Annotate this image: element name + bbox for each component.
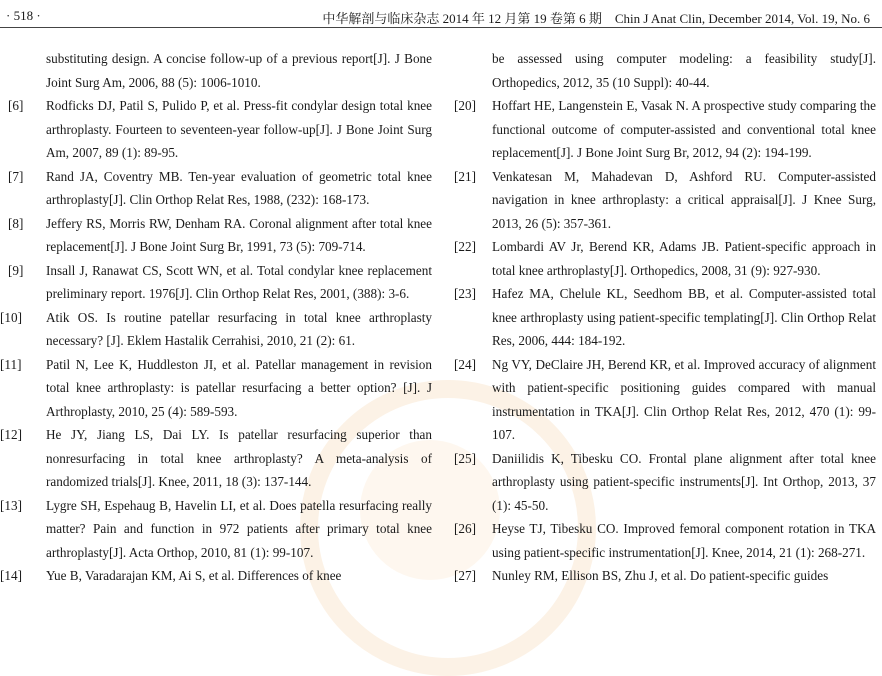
reference-text: Insall J, Ranawat CS, Scott WN, et al. Total condylar knee replacement preliminary report. 1976[J]. Clin Orthop Relat Res, 2001, (388): 3-6. [46,262,432,301]
reference-continuation [0,47,432,94]
reference-item [0,259,432,306]
reference-text: Heyse TJ, Tibesku CO. Improved femoral component rotation in TKA using patient-specific instrumentation[J]. Knee, 2014, 21 (1): 268-271. [492,521,876,560]
reference-text: Hafez MA, Chelule KL, Seedhom BB, et al. Computer-assisted total knee arthroplasty using patient-specific templating[J]. Clin Orthop Relat Res, 2006, 444: 184-192. [492,286,876,348]
reference-text: Daniilidis K, Tibesku CO. Frontal plane alignment after total knee arthroplasty using patient-specific instruments[J]. Int Orthop, 2013, 37 (1): 45-50. [492,450,876,513]
reference-number: [20] [454,98,476,113]
reference-item [452,517,876,564]
reference-number: [6] [8,98,24,113]
reference-text: substituting design. A concise follow-up of a previous report[J]. J Bone Joint Surg Am, 2006, 88 (5): 1006-1010. [46,51,432,90]
left-column [0,47,432,588]
reference-item [452,282,876,353]
reference-text: Lygre SH, Espehaug B, Havelin LI, et al. Does patella resurfacing really matter? Pain and function in 972 patients after primary total knee arthroplasty[J]. Acta Orthop, 2010, 81 (1): 99-107. [46,497,432,560]
header-rule [0,27,882,28]
reference-item [452,94,876,165]
reference-number: [11] [0,356,22,372]
reference-number: [8] [8,215,24,231]
reference-text: Rand JA, Coventry MB. Ten-year evaluation of geometric total knee arthroplasty[J]. Clin Orthop Relat Res, 1988, (232): 168-173. [46,168,432,207]
reference-item [452,235,876,282]
reference-number: [21] [454,168,476,184]
reference-number: [10] [0,309,22,325]
reference-number: [24] [454,356,476,372]
reference-number: [26] [454,521,476,536]
reference-item [0,306,432,353]
reference-number: [23] [454,286,476,301]
reference-item [452,447,876,518]
right-column [452,47,876,588]
reference-text: Nunley RM, Ellison BS, Zhu J, et al. Do patient-specific guides [492,568,829,583]
reference-continuation [452,47,876,94]
reference-item [452,165,876,236]
reference-number: [13] [0,497,22,513]
reference-text: Yue B, Varadarajan KM, Ai S, et al. Differences of knee [46,568,342,583]
reference-number: [12] [0,427,22,442]
page-header [0,0,882,40]
reference-number: [14] [0,568,22,583]
reference-item [0,212,432,259]
reference-number: [9] [8,262,24,278]
running-head: 中华解剖与临床杂志 2014 年 12 月第 19 卷第 6 期 Chin J Anat Clin, December 2014, Vol. 19, No. 6 [322,11,870,26]
reference-item [452,353,876,447]
reference-item [0,494,432,565]
reference-text: Ng VY, DeClaire JH, Berend KR, et al. Improved accuracy of alignment with patient-specific positioning guides compared with manual instrumentation in TKA[J]. Clin Orthop Relat Res, 2012, 470 (1): 99-107. [492,356,876,442]
page-number: · 518 · [6,8,41,23]
reference-text: Lombardi AV Jr, Berend KR, Adams JB. Patient-specific approach in total knee arthroplasty[J]. Orthopedics, 2008, 31 (9): 927-930. [492,239,876,278]
reference-text: Hoffart HE, Langenstein E, Vasak N. A prospective study comparing the functional outcome of computer-assisted and conventional total knee replacement[J]. J Bone Joint Surg Br, 2012, 94 (2): 194-199. [492,98,876,160]
reference-text: Atik OS. Is routine patellar resurfacing in total knee arthroplasty necessary? [J]. Eklem Hastalik Cerrahisi, 2010, 21 (2): 61. [46,309,432,348]
reference-item [452,564,876,588]
reference-item [0,165,432,212]
reference-number: [7] [8,168,24,184]
reference-text: Rodficks DJ, Patil S, Pulido P, et al. Press-fit condylar design total knee arthroplasty. Fourteen to seventeen-year follow-up[J]. J Bone Joint Surg Am, 2007, 89 (1): 89-95. [46,98,432,160]
reference-number: [27] [454,568,476,583]
reference-text: Patil N, Lee K, Huddleston JI, et al. Patellar management in revision total knee arthroplasty: is patellar resurfacing a better option? [J]. J Arthroplasty, 2010, 25 (4): 589-593. [46,356,432,419]
reference-text: Jeffery RS, Morris RW, Denham RA. Coronal alignment after total knee replacement[J]. J Bone Joint Surg Br, 1991, 73 (5): 709-714. [46,215,432,254]
reference-text: He JY, Jiang LS, Dai LY. Is patellar resurfacing superior than nonresurfacing in total knee arthroplasty? A meta-analysis of randomized trials[J]. Knee, 2011, 18 (3): 137-144. [46,427,432,489]
reference-number: [25] [454,450,476,466]
reference-text: Venkatesan M, Mahadevan D, Ashford RU. Computer-assisted navigation in knee arthroplasty: a critical appraisal[J]. J Knee Surg, 2013, 26 (5): 357-361. [492,168,876,231]
reference-text: be assessed using computer modeling: a feasibility study[J]. Orthopedics, 2012, 35 (10 Suppl): 40-44. [492,51,876,90]
reference-item [0,353,432,424]
reference-item [0,564,432,588]
reference-item [0,94,432,165]
reference-number: [22] [454,239,476,254]
reference-item [0,423,432,494]
